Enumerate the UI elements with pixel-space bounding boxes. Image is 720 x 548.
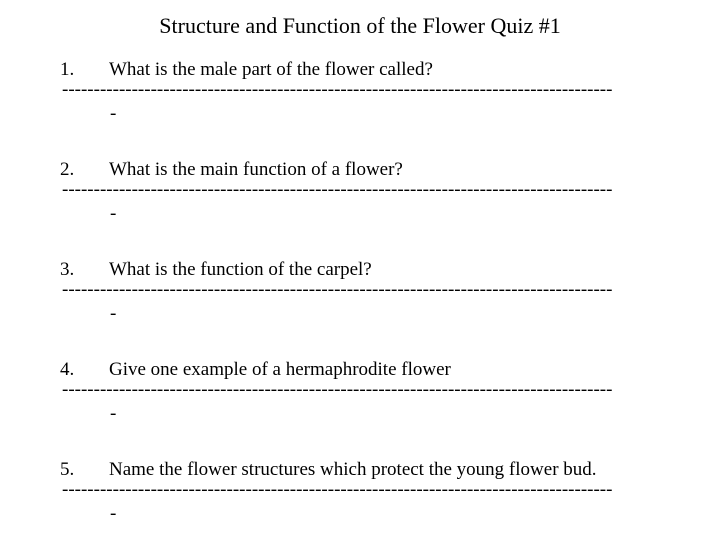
answer-line: --------------------------------------------------------------------------------------- [62,379,613,400]
question-number: 5. [60,459,75,480]
quiz-title: Structure and Function of the Flower Quiz #1 [159,13,561,38]
question-1 [0,58,720,148]
answer-line: --------------------------------------------------------------------------------------- [62,279,613,300]
answer-line: --------------------------------------------------------------------------------------- [62,479,613,500]
question-number: 4. [60,359,75,380]
question-number: 3. [60,259,75,280]
answer-line-tail: - [110,503,117,524]
answer-line-tail: - [110,203,117,224]
question-3 [0,258,720,348]
question-4 [0,358,720,448]
answer-line-tail: - [110,303,117,324]
question-number: 1. [60,59,75,80]
question-text: Give one example of a hermaphrodite flower [109,359,451,380]
answer-line-tail: - [110,403,117,424]
answer-line: --------------------------------------------------------------------------------------- [62,179,613,200]
question-5 [0,458,720,548]
question-text: What is the male part of the flower called? [109,59,433,80]
question-text: What is the function of the carpel? [109,259,372,280]
question-number: 2. [60,159,75,180]
question-text: What is the main function of a flower? [109,159,403,180]
question-2 [0,158,720,248]
question-text: Name the flower structures which protect the young flower bud. [109,459,597,480]
answer-line: --------------------------------------------------------------------------------------- [62,79,613,100]
answer-line-tail: - [110,103,117,124]
